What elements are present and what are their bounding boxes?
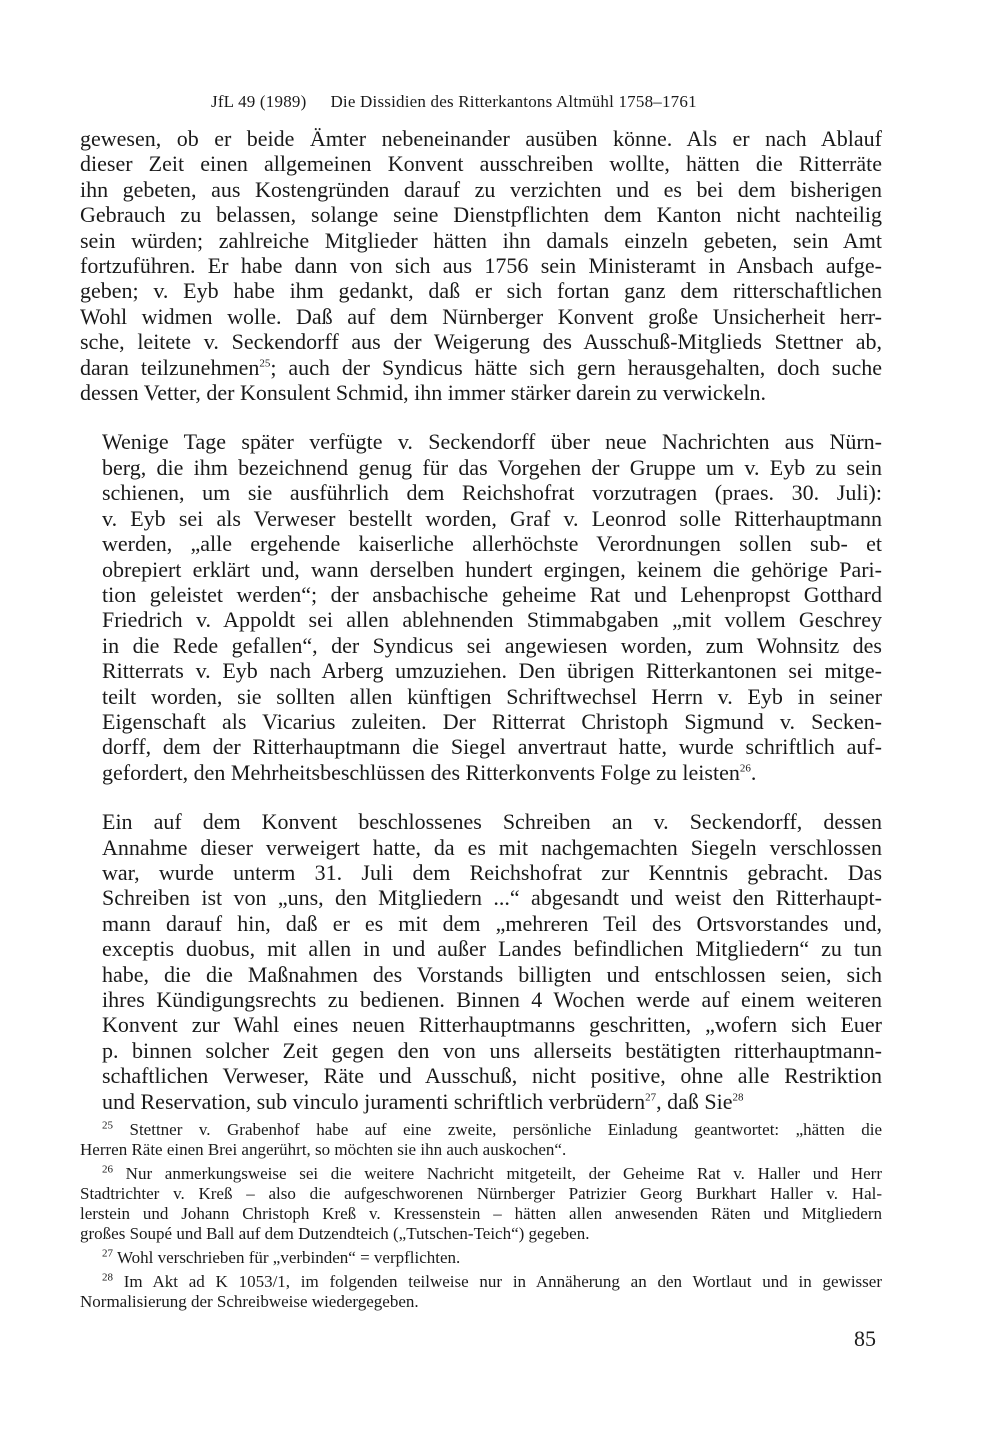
text-line: Wenige Tage später verfügte v. Seckendorff über neue Nachrichten aus Nürn- <box>102 429 882 455</box>
text-line: Friedrich v. Appoldt sei allen ablehnenden Stimmabgaben „mit vollem Geschrey <box>102 607 882 633</box>
footnote-reference-27[interactable]: 27 <box>645 1091 657 1104</box>
footnote-line <box>80 1120 882 1140</box>
text-line: Schreiben ist von „uns, den Mitgliedern ...“ abgesandt und weist den Ritterhaupt- <box>102 885 882 911</box>
text-line: Wohl widmen wolle. Daß auf dem Nürnberger Konvent große Unsicherheit herr- <box>80 303 882 329</box>
text-line: p. binnen solcher Zeit gegen den von uns allerseits bestätigten ritterhauptmann- <box>102 1037 882 1063</box>
footnote-number: 27 <box>102 1247 113 1260</box>
footnote-line <box>80 1164 882 1184</box>
footnote-line: lerstein und Johann Christoph Kreß v. Kressenstein – hätten allen anwesenden Räten und Mitgliedern <box>80 1204 882 1223</box>
text-line: Ein auf dem Konvent beschlossenes Schreiben an v. Seckendorff, dessen <box>102 809 882 835</box>
footnotes <box>80 1120 882 1316</box>
footnote-number: 26 <box>102 1163 113 1176</box>
text-line: exceptis duobus, mit allen in und außer Landes befindlichen Mitgliedern“ zu tun <box>102 936 882 962</box>
paragraph-3 <box>80 809 882 1114</box>
page-number: 85 <box>854 1326 876 1351</box>
text-segment: daran teilzunehmen <box>80 354 260 380</box>
footnote-line <box>80 1272 882 1292</box>
text-segment: , daß Sie <box>656 1088 733 1114</box>
text-line: geben; v. Eyb habe ihm gedankt, daß er sich fortan ganz dem ritterschaftlichen <box>80 278 882 304</box>
body-text <box>80 126 882 1114</box>
text-segment: Nur anmerkungsweise sei die weitere Nachricht mitgeteilt, der Geheime Rat v. Haller und Herr <box>125 1164 883 1183</box>
text-line: schaftlichen Verweser, Räte und Ausschuß, nicht positive, ohne alle Restriktion <box>102 1063 882 1089</box>
text-line: berg, die ihm bezeichnend genug für das Vorgehen der Gruppe um v. Eyb zu sein <box>102 454 882 480</box>
footnote-line: großes Soupé und Ball auf dem Dutzendteich („Tutschen-Teich“) gegeben. <box>80 1224 590 1243</box>
footnote-line <box>80 1248 882 1268</box>
text-line: sche, leitete v. Seckendorff aus der Weigerung des Ausschuß-Mitglieds Stettner ab, <box>80 329 882 355</box>
text-line: mann darauf hin, daß er es mit dem „mehreren Teil des Ortsvorstandes und, <box>102 910 882 936</box>
text-line <box>80 355 882 380</box>
text-line: ihres Kündigungsrechts zu bedienen. Binnen 4 Wochen werde auf einem weiteren <box>102 987 882 1012</box>
footnote-25 <box>80 1120 882 1160</box>
text-line: habe, die die Maßnahmen des Vorstands billigten und entschlossen seien, sich <box>102 961 882 987</box>
text-segment: und Reservation, sub vinculo juramenti schriftlich verbrüdern <box>102 1088 646 1114</box>
footnote-27 <box>80 1248 882 1268</box>
text-line: schienen, um sie ausführlich dem Reichshofrat vorzutragen (praes. 30. Juli): <box>102 480 882 506</box>
footnote-line: Stadtrichter v. Kreß – also die aufgeschworenen Nürnberger Patrizier Georg Burkhart Haller v. Hal- <box>80 1184 882 1203</box>
article-title: Die Dissidien des Ritterkantons Altmühl 1758–1761 <box>330 92 697 111</box>
footnote-reference-25[interactable]: 25 <box>259 357 271 370</box>
text-line: v. Eyb sei als Verweser bestellt worden, Graf v. Leonrod solle Ritterhauptmann <box>102 505 882 531</box>
text-line: obrepiert erklärt und, wann derselben hundert ergingen, keinem die gehörige Pari- <box>102 556 882 582</box>
text-line: in die Rede gefallen“, der Syndicus sei angewiesen worden, zum Wohnsitz des <box>102 632 882 658</box>
text-line: Annahme dieser verweigert hatte, da es mit nachgemachten Siegeln verschlossen <box>102 834 882 860</box>
text-line: Eigenschaft als Vicarius zuleiten. Der Ritterrat Christoph Sigmund v. Secken- <box>102 708 882 734</box>
text-line: sein würden; zahlreiche Mitglieder hätten ihn damals einzeln gebeten, sein Amt <box>80 227 882 253</box>
text-line: dieser Zeit einen allgemeinen Konvent ausschreiben wollte, hätten die Ritterräte <box>80 151 882 177</box>
text-line: teilt worden, sie sollten allen künftigen Schriftwechsel Herrn v. Eyb in seiner <box>102 683 882 709</box>
text-segment: Im Akt ad K 1053/1, im folgenden teilweise nur in Annäherung an den Wortlaut und in gewisser <box>123 1272 882 1291</box>
text-line <box>80 760 882 785</box>
text-line: Gebrauch zu belassen, solange seine Dienstpflichten dem Kanton nicht nachteilig <box>80 202 882 228</box>
running-header <box>211 92 697 112</box>
text-line: Ritterrats v. Eyb nach Arberg umzuziehen. Den übrigen Ritterkantonen sei mitge- <box>102 658 882 684</box>
text-segment: ; auch der Syndicus hätte sich gern herausgehalten, doch suche <box>270 354 882 380</box>
footnote-number: 28 <box>102 1271 113 1284</box>
text-line: ihn gebeten, aus Kostengründen darauf zu verzichten und es bei dem bisherigen <box>80 176 882 202</box>
footnote-reference-28[interactable]: 28 <box>732 1091 744 1104</box>
text-line: werden, „alle ergehende kaiserliche allerhöchste Verordnungen sollen sub- et <box>102 531 882 557</box>
text-line: tion geleistet werden“; der ansbachische geheime Rat und Lehenpropst Gotthard <box>102 581 882 607</box>
footnote-line: Normalisierung der Schreibweise wiedergegeben. <box>80 1292 419 1311</box>
footnote-line: Herren Räte einen Brei angerührt, so möchten sie ihn auch auskochen“. <box>80 1140 567 1159</box>
paragraph-1 <box>80 126 882 405</box>
text-line: dorff, dem der Ritterhauptmann die Siegel anvertraut hatte, wurde schriftlich auf- <box>102 734 882 760</box>
text-segment: gefordert, den Mehrheitsbeschlüssen des Ritterkonvents Folge zu leisten <box>102 759 740 785</box>
journal-reference: JfL 49 (1989) <box>211 92 307 111</box>
footnote-28 <box>80 1272 882 1312</box>
text-line: gewesen, ob er beide Ämter nebeneinander ausüben könne. Als er nach Ablauf <box>80 126 882 151</box>
text-line <box>80 1089 882 1114</box>
footnote-26 <box>80 1164 882 1244</box>
paragraph-2 <box>80 429 882 785</box>
text-line: war, wurde unterm 31. Juli dem Reichshofrat zur Kenntnis gebracht. Das <box>102 859 882 885</box>
text-line: dessen Vetter, der Konsulent Schmid, ihn immer stärker darein zu verwickeln. <box>80 380 767 406</box>
text-segment: Stettner v. Grabenhof habe auf eine zweite, persönliche Einladung geantwortet: „hätten die <box>129 1120 882 1139</box>
text-line: fortzuführen. Er habe dann von sich aus 1756 sein Ministeramt in Ansbach aufge- <box>80 253 882 279</box>
text-line: Konvent zur Wahl eines neuen Ritterhauptmanns geschritten, „wofern sich Euer <box>102 1012 882 1038</box>
text-segment: . <box>750 759 757 785</box>
footnote-number: 25 <box>102 1119 113 1132</box>
text-segment: Wohl verschrieben für „verbinden“ = verpflichten. <box>116 1248 461 1267</box>
footnote-reference-26[interactable]: 26 <box>739 762 751 775</box>
